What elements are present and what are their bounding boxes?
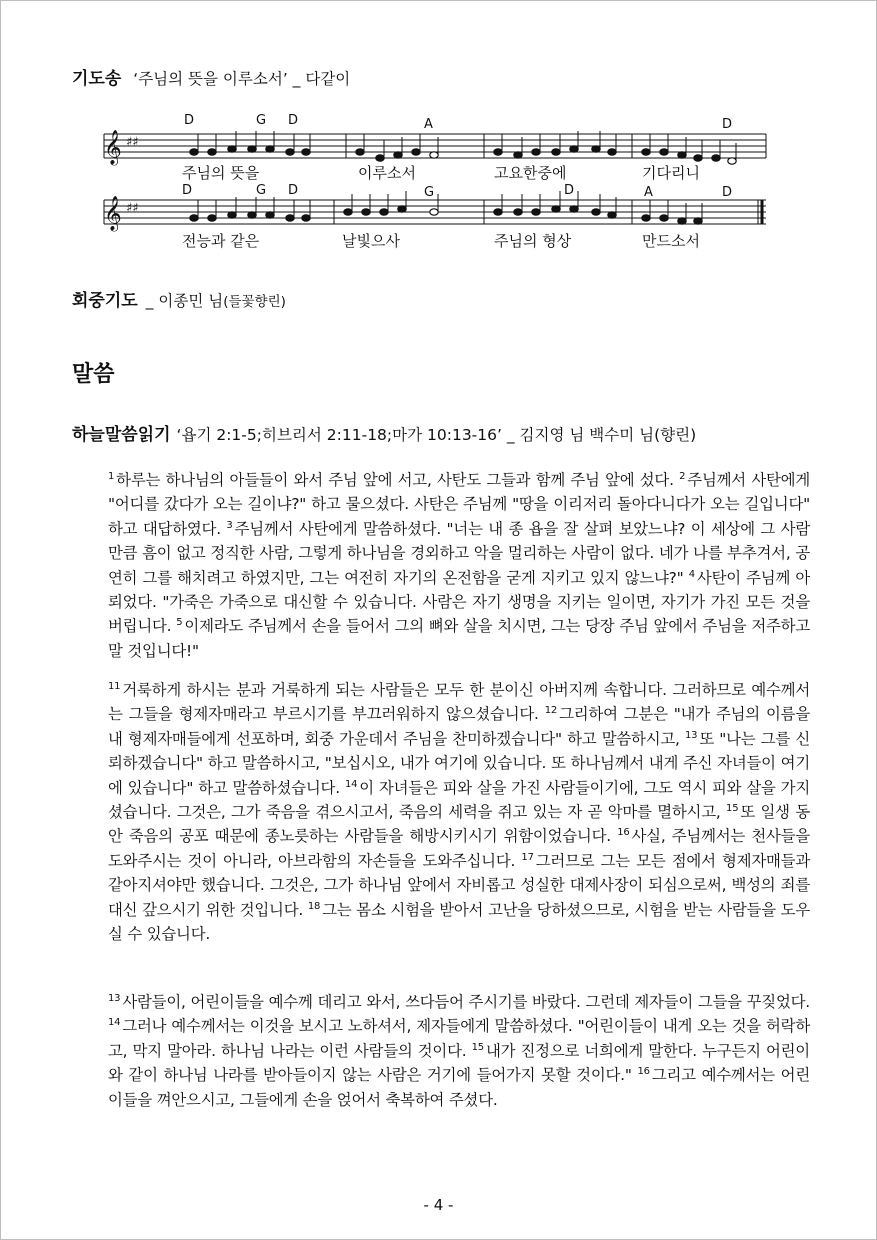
prayer-label: 회중기도 [72, 291, 138, 311]
chord-row2-3: G [424, 185, 435, 200]
note-head [494, 209, 502, 215]
note-head [694, 218, 702, 224]
chord-row1-4: D [722, 117, 733, 132]
lyric-row2-3: 만드소서 [642, 232, 700, 250]
verse-number: 12 [544, 705, 558, 717]
verse-text: 또 일생 동안 죽음의 공포 때문에 종노릇하는 사람들을 해방시키시기 위함이었습니다. [108, 803, 810, 846]
note-head [642, 215, 650, 221]
note-head [514, 152, 522, 158]
note-head [380, 209, 388, 215]
note-head [286, 215, 294, 221]
note-head [228, 146, 236, 152]
verse-number: 14 [108, 1017, 121, 1029]
verse-text: 하루는 하나님의 아들들이 와서 주님 앞에 서고, 사탄도 그들과 함께 주님 앞에 섰다. [116, 471, 680, 489]
note-head [248, 146, 256, 152]
lyric-row1-2: 고요한중에 [494, 164, 567, 182]
verse-number: 15 [471, 1041, 484, 1053]
note-head [728, 158, 736, 164]
note-head [430, 209, 438, 215]
reading-heading [72, 420, 696, 445]
note-head [412, 149, 420, 155]
treble-clef-row-1: 𝄞 [104, 130, 122, 165]
verse-text: 주님께서 사탄에게 "어디를 갔다가 오는 길이냐?" 하고 물으셨다. 사탄은 주님께 "땅을 이리저리 돌아다니다가 오는 길입니다" 하고 대답하였다. [108, 471, 810, 538]
note-head [208, 149, 216, 155]
note-head [608, 149, 616, 155]
note-head [642, 149, 650, 155]
verse-text: 그러므로 그는 모든 점에서 형제자매들과 같아지셔야만 했습니다. 그것은, 그가 하나님 앞에서 자비롭고 성실한 대제사장이 되심으로써, 백성의 죄를 대신 갚으시기 위한 것입니다. [108, 851, 810, 919]
lyric-row2-0: 전능과 같은 [182, 232, 260, 250]
note-head [532, 149, 540, 155]
chord-row2-1: G [256, 183, 267, 198]
verse-text: 거룩하게 하시는 분과 거룩하게 되는 사람들은 모두 한 분이신 아버지께 속합니다. 그러하므로 예수께서는 그들을 형제자매라고 부르시기를 부끄러워하지 않으셨습니다. [108, 681, 810, 724]
verse-number: 1 [108, 471, 115, 482]
prayer-leader: _ 이종민 님 [145, 292, 224, 310]
note-head [394, 152, 402, 158]
verse-text: 이 자녀들은 피와 살을 가진 사람들이기에, 그도 역시 피와 살을 가지셨습니다. 그것은, 그가 죽음을 겪으시고서, 죽음의 세력을 쥐고 있는 자 곧 악마를 멸하시고, [108, 778, 811, 822]
verse-number: 4 [688, 568, 695, 580]
passage-mark [108, 990, 810, 1112]
key-signature-row-1: ♯♯ [126, 135, 139, 150]
note-head [344, 209, 352, 215]
prayer-leader-note: (들꽃향린) [223, 294, 286, 310]
verse-number: 13 [108, 993, 121, 1004]
verse-text: 사탄이 주님께 아뢰었다. "가죽은 가죽으로 대신할 수 있습니다. 사람은 자기 생명을 지키는 일이면, 자기가 가진 모든 것을 버립니다. [108, 568, 810, 636]
chord-row1-0: D [184, 113, 195, 128]
verse-text: 또 "나는 그를 신뢰하겠습니다" 하고 말씀하시고, "보십시오, 내가 여기에 있습니다. 또 하나님께서 내게 주신 자녀들이 여기에 있습니다" 하고 말씀하셨습니다. [108, 729, 810, 797]
note-head [430, 152, 438, 158]
key-signature-row-2: ♯♯ [126, 201, 139, 216]
note-head [592, 146, 600, 152]
chord-row2-5: A [644, 185, 653, 200]
music-score [98, 104, 774, 254]
lyric-row2-2: 주님의 형상 [494, 232, 572, 250]
note-head [570, 146, 578, 152]
note-head [660, 215, 668, 221]
lyric-row1-3: 기다리니 [642, 164, 700, 182]
note-head [302, 149, 310, 155]
page-number: - 4 - [423, 1196, 454, 1214]
chord-row2-6: D [722, 185, 733, 200]
chord-row1-3: A [424, 117, 433, 132]
note-head [660, 149, 668, 155]
note-head [494, 149, 502, 155]
verse-number: 15 [726, 803, 739, 815]
note-head [266, 146, 274, 152]
note-head [398, 206, 406, 212]
chord-row2-2: D [288, 183, 299, 198]
treble-clef-row-2: 𝄞 [104, 196, 122, 231]
note-head [248, 212, 256, 218]
note-head [514, 209, 522, 215]
lyric-row1-0: 주님의 뜻을 [182, 164, 260, 182]
verse-text: 그리하여 그분은 "내가 주님의 이름을 내 형제자매들에게 선포하며, 회중 가운데서 주님을 찬미하겠습니다" 하고 말씀하시고, [108, 705, 810, 748]
verse-number: 5 [176, 617, 183, 629]
note-head [552, 149, 560, 155]
verse-number: 17 [521, 851, 534, 863]
note-head [376, 155, 384, 161]
lyric-row1-1: 이루소서 [358, 164, 416, 182]
chord-row2-0: D [182, 183, 193, 198]
note-head [286, 149, 294, 155]
passage-hebrews [108, 678, 810, 946]
note-head [608, 212, 616, 218]
verse-text: 그는 몸소 시험을 받아서 고난을 당하셨으므로, 시험을 받는 사람들을 도우실 수 있습니다. [108, 900, 810, 944]
note-head [570, 206, 578, 212]
verse-number: 3 [226, 519, 233, 531]
verse-text: 그리고 예수께서는 어린이들을 껴안으시고, 그들에게 손을 얹어서 축복하여 주셨다. [108, 1066, 810, 1109]
reading-label: 하늘말씀읽기 [72, 425, 171, 445]
passage-job [108, 468, 810, 663]
note-head [190, 149, 198, 155]
chord-row1-1: G [256, 113, 267, 128]
prayer-heading [72, 286, 286, 311]
verse-text: 그러나 예수께서는 이것을 보시고 노하셔서, 제자들에게 말씀하셨다. "어린이들이 내게 오는 것을 허락하고, 막지 말아라. 하나님 나라는 이런 사람들의 것이다. [108, 1017, 810, 1060]
verse-number: 18 [307, 900, 321, 912]
verse-text: 내가 진정으로 너희에게 말한다. 누구든지 어린이와 같이 하나님 나라를 받아들이지 않는 사람은 거기에 들어가지 못할 것이다." [108, 1041, 810, 1085]
verse-number: 11 [108, 681, 121, 692]
reading-references: ‘욥기 2:1-5;히브리서 2:11-18;마가 10:13-16’ _ 김지영 님 백수미 님(향린) [176, 426, 697, 444]
note-head [552, 206, 560, 212]
note-head [190, 215, 198, 221]
verse-text: 이제라도 주님께서 손을 들어서 그의 뼈와 살을 치시면, 그는 당장 주님 앞에서 주님을 저주하고 말 것입니다!" [108, 617, 810, 660]
note-head [678, 218, 686, 224]
note-head [356, 149, 364, 155]
note-head [208, 215, 216, 221]
note-head [712, 155, 720, 161]
verse-number: 14 [344, 778, 358, 790]
note-head [678, 152, 686, 158]
verse-text: 주님께서 사탄에게 말씀하셨다. "너는 내 종 욥을 잘 살펴 보았느냐? 이 세상에 그 사람만큼 흠이 없고 정직한 사람, 그렇게 하나님을 경외하고 악을 멀리하는 사람이 없다. 네가 나를 부추겨서, 공연히 그를 해치려고 하였지만, 그는 여전히 자기의 온전함을 굳게 지키고 있지 않느냐?" [108, 519, 811, 587]
note-head [302, 215, 310, 221]
note-head [592, 209, 600, 215]
note-head [694, 155, 702, 161]
notes-row-2 [190, 191, 702, 224]
section-title: 말씀 [72, 362, 115, 387]
chord-row2-4: D [564, 183, 575, 198]
hymn-heading [72, 64, 350, 89]
verse-number: 16 [617, 827, 630, 839]
verse-number: 2 [679, 471, 686, 482]
note-head [362, 209, 370, 215]
note-head [532, 209, 540, 215]
verse-number: 16 [637, 1066, 650, 1078]
verse-number: 13 [684, 729, 698, 741]
verse-text: 사람들이, 어린이들을 예수께 데리고 와서, 쓰다듬어 주시기를 바랐다. 그런데 제자들이 그들을 꾸짖었다. [122, 993, 810, 1011]
chord-row1-2: D [288, 113, 299, 128]
hymn-title: ‘주님의 뜻을 이루소서’ _ 다같이 [133, 70, 351, 88]
hymn-label: 기도송 [72, 69, 122, 89]
notes-row-1 [190, 131, 736, 164]
lyric-row2-1: 날빛으사 [342, 232, 400, 250]
note-head [266, 212, 274, 218]
verse-text: 사실, 주님께서는 천사들을 도와주시는 것이 아니라, 아브라함의 자손들을 도와주십니다. [108, 827, 810, 870]
note-head [228, 212, 236, 218]
